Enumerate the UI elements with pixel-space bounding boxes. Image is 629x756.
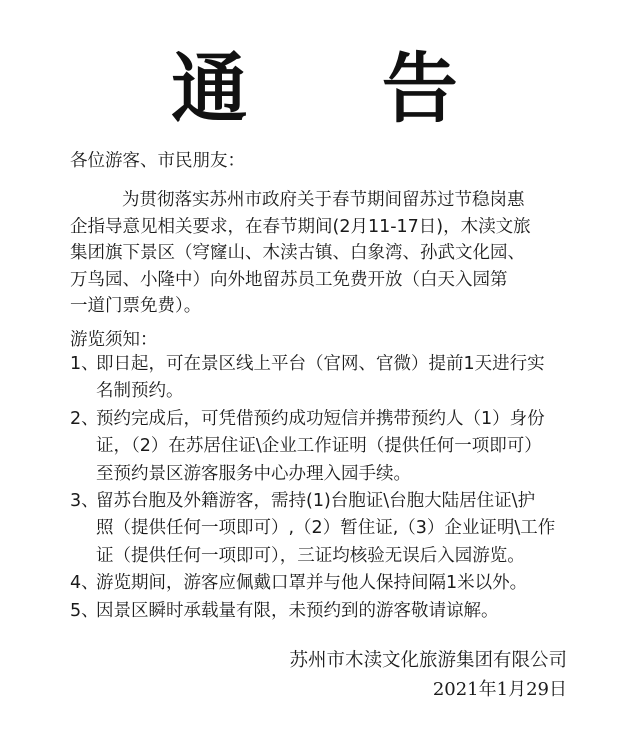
item-number: 4、 (70, 573, 99, 594)
intro-line: 集团旗下景区（穹窿山、木渎古镇、白象湾、孙武文化园、 (70, 243, 525, 264)
guide-list (70, 351, 590, 625)
notice-title: 通 告 (171, 44, 512, 133)
item-line: 即日起，可在景区线上平台（官网、官微）提前1天进行实 (96, 354, 545, 374)
item-line: 名制预约。 (96, 381, 184, 402)
item-line: 游览期间，游客应佩戴口罩并与他人保持间隔1米以外。 (96, 573, 528, 594)
item-line: 因景区瞬时承载量有限，未预约到的游客敬请谅解。 (96, 600, 499, 621)
guide-item-5 (70, 598, 590, 625)
item-line: 预约完成后，可凭借预约成功短信并携带预约人（1）身份 (96, 408, 545, 429)
item-number: 1、 (70, 354, 99, 374)
item-number: 5、 (70, 600, 99, 621)
issue-date: 2021年1月29日 (432, 679, 567, 700)
intro-line: 企指导意见相关要求，在春节期间(2月11-17日)，木渎文旅 (70, 216, 531, 237)
guide-item-2 (70, 406, 590, 488)
item-line: 证，（2）在苏居住证\企业工作证明（提供任何一项即可） (96, 436, 542, 457)
intro-paragraph (70, 187, 590, 320)
item-number: 3、 (70, 491, 99, 512)
item-line: 照（提供任何一项即可）,（2）暂住证,（3）企业证明\工作 (96, 518, 556, 539)
guide-heading: 游览须知： (70, 330, 158, 350)
item-line: 证（提供任何一项即可），三证均核验无误后入园游览。 (96, 545, 525, 566)
guide-item-3 (70, 488, 590, 570)
intro-line: 万鸟园、小隆中）向外地留苏员工免费开放（白天入园第 (70, 269, 508, 290)
item-line: 至预约景区游客服务中心办理入园手续。 (96, 463, 411, 484)
issuing-organization: 苏州市木渎文化旅游集团有限公司 (289, 650, 567, 671)
guide-item-1 (70, 351, 590, 406)
item-number: 2、 (70, 408, 99, 429)
intro-line: 为贯彻落实苏州市政府关于春节期间留苏过节稳岗惠 (122, 190, 525, 210)
intro-line: 一道门票免费）。 (70, 296, 202, 317)
greeting: 各位游客、市民朋友： (70, 151, 245, 171)
item-line: 留苏台胞及外籍游客，需持(1)台胞证\台胞大陆居住证\护 (96, 491, 536, 512)
guide-item-4 (70, 570, 590, 597)
